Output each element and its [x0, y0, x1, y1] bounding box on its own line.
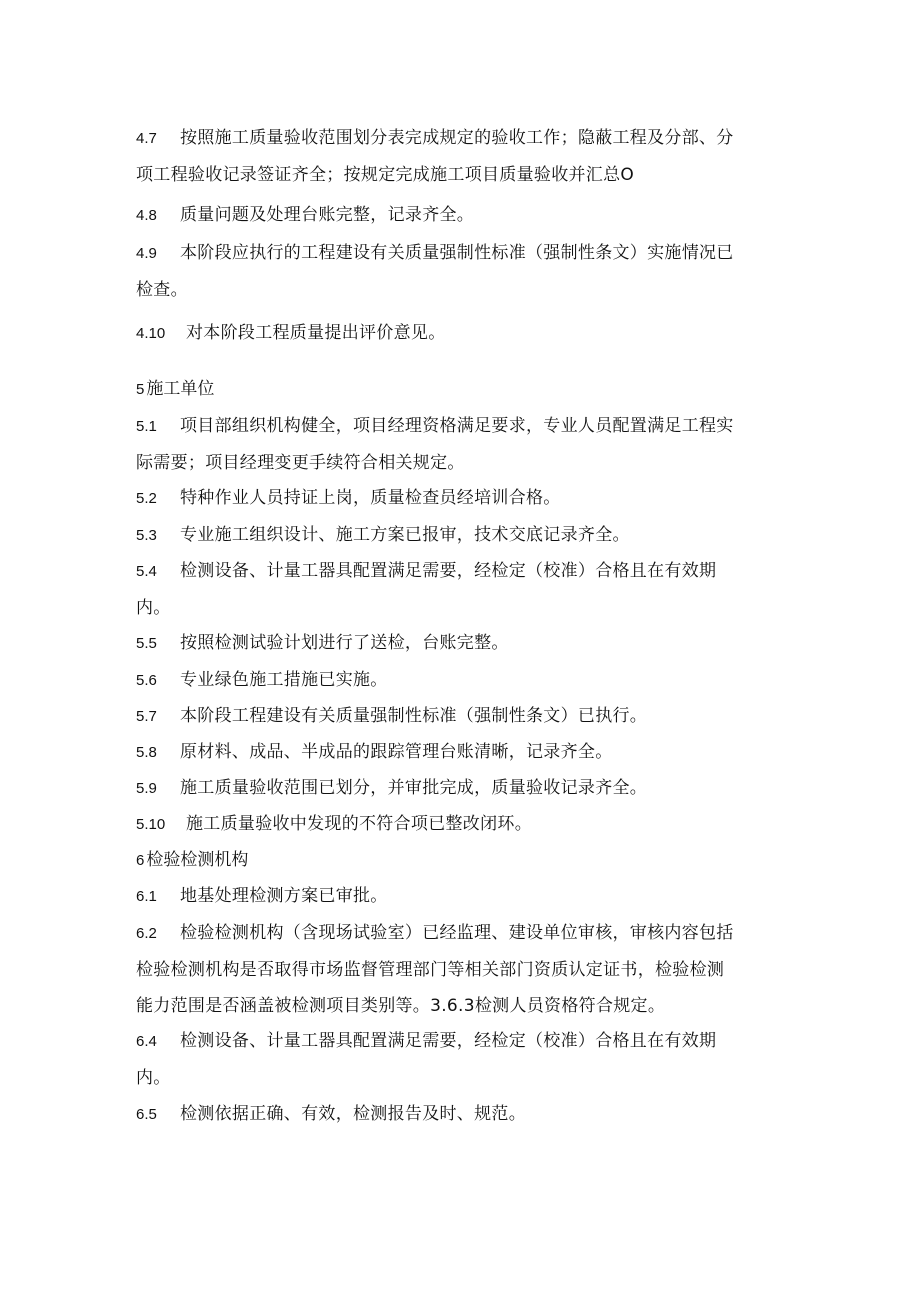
clause-text: 专业绿色施工措施已实施。 [180, 670, 388, 690]
clause-6-4 [136, 1023, 776, 1096]
clause-number: 4.8 [136, 207, 157, 224]
clause-number: 5.4 [136, 563, 157, 580]
clause-text: 专业施工组织设计、施工方案已报审，技术交底记录齐全。 [180, 525, 630, 545]
clause-number: 5.7 [136, 708, 157, 725]
clause-text: 按照检测试验计划进行了送检，台账完整。 [180, 633, 509, 653]
clause-text-cont: 能力范围是否涵盖被检测项目类别等。3.6.3检测人员资格符合规定。 [136, 996, 666, 1016]
clause-text: 检测设备、计量工器具配置满足需要，经检定（校准）合格且在有效期 [180, 1031, 717, 1051]
clause-number: 5.8 [136, 744, 157, 761]
clause-5-6 [136, 662, 776, 699]
clause-number: 5.2 [136, 490, 157, 507]
clause-6-5 [136, 1096, 776, 1133]
clause-text-cont: 内。 [136, 1068, 171, 1088]
clause-text: 特种作业人员持证上岗，质量检查员经培训合格。 [180, 488, 561, 508]
clause-number: 5.10 [136, 816, 166, 833]
clause-number: 6.5 [136, 1106, 157, 1123]
clause-number: 6.1 [136, 888, 157, 905]
clause-5-5 [136, 625, 776, 662]
clause-4-10 [136, 315, 776, 352]
clause-5-7 [136, 698, 776, 735]
clause-5-1 [136, 408, 776, 481]
clause-text: 原材料、成品、半成品的跟踪管理台账清晰，记录齐全。 [180, 742, 613, 762]
clause-number: 4.10 [136, 325, 166, 342]
clause-5-3 [136, 517, 776, 554]
clause-text: 本阶段工程建设有关质量强制性标准（强制性条文）已执行。 [180, 706, 648, 726]
section-title: 检验检测机构 [146, 850, 249, 870]
clause-6-1 [136, 878, 776, 915]
clause-number: 5.1 [136, 418, 157, 435]
clause-text-cont: 际需要；项目经理变更手续符合相关规定。 [136, 453, 465, 473]
section-title: 施工单位 [146, 379, 215, 399]
clause-number: 5.3 [136, 527, 157, 544]
clause-text-cont: 检验检测机构是否取得市场监督管理部门等相关部门资质认定证书，检验检测 [136, 960, 725, 980]
clause-5-10 [136, 806, 776, 843]
clause-text: 检测设备、计量工器具配置满足需要，经检定（校准）合格且在有效期 [180, 561, 717, 581]
clause-5-4 [136, 553, 776, 626]
section-heading-5 [136, 371, 776, 408]
clause-number: 6.2 [136, 925, 157, 942]
clause-text: 检验检测机构（含现场试验室）已经监理、建设单位审核，审核内容包括 [180, 923, 734, 943]
clause-5-2 [136, 480, 776, 517]
clause-6-2 [136, 915, 776, 1024]
clause-text: 按照施工质量验收范围划分表完成规定的验收工作；隐蔽工程及分部、分 [180, 128, 734, 148]
clause-number: 4.9 [136, 245, 157, 262]
clause-5-9 [136, 770, 776, 807]
clause-4-8 [136, 197, 776, 234]
clause-text: 项目部组织机构健全，项目经理资格满足要求，专业人员配置满足工程实 [180, 416, 734, 436]
clause-text: 检测依据正确、有效，检测报告及时、规范。 [180, 1104, 526, 1124]
clause-number: 5.9 [136, 780, 157, 797]
clause-number: 5.6 [136, 672, 157, 689]
section-number: 5 [136, 381, 145, 398]
clause-5-8 [136, 734, 776, 771]
clause-number: 4.7 [136, 130, 157, 147]
clause-text: 对本阶段工程质量提出评价意见。 [186, 323, 446, 343]
clause-text: 质量问题及处理台账完整，记录齐全。 [180, 205, 475, 225]
clause-text: 本阶段应执行的工程建设有关质量强制性标准（强制性条文）实施情况已 [180, 243, 734, 263]
clause-text: 施工质量验收范围已划分，并审批完成，质量验收记录齐全。 [180, 778, 648, 798]
clause-text-cont: 检查。 [136, 280, 188, 300]
clause-text-cont: 内。 [136, 598, 171, 618]
clause-number: 6.4 [136, 1033, 157, 1050]
section-heading-6 [136, 842, 776, 879]
clause-text-cont: 项工程验收记录签证齐全；按规定完成施工项目质量验收并汇总O [136, 165, 635, 185]
clause-4-7 [136, 120, 776, 193]
clause-text: 施工质量验收中发现的不符合项已整改闭环。 [186, 814, 532, 834]
clause-4-9 [136, 235, 776, 308]
clause-number: 5.5 [136, 635, 157, 652]
clause-text: 地基处理检测方案已审批。 [180, 886, 388, 906]
section-number: 6 [136, 852, 145, 869]
